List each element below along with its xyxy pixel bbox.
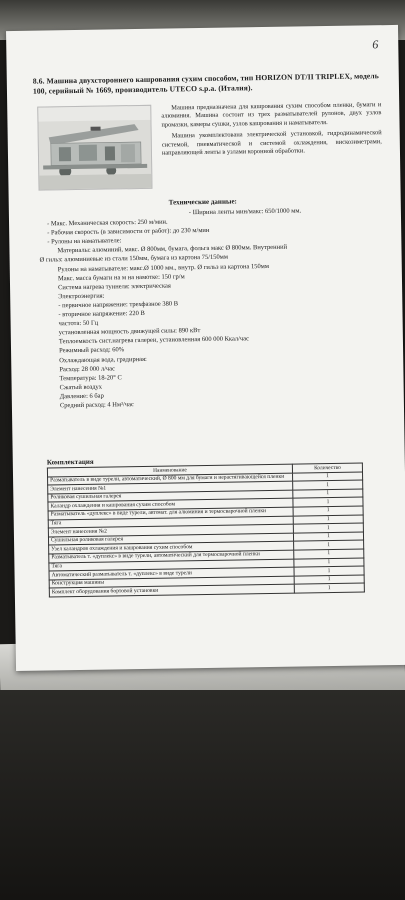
spec-line: Температура: 18-20° С bbox=[59, 373, 122, 382]
item-quantity-cell: 1 bbox=[294, 566, 364, 576]
column-header-name: Наименование bbox=[47, 464, 292, 476]
table-body bbox=[48, 472, 365, 597]
item-quantity-cell: 1 bbox=[294, 583, 364, 593]
machine-image bbox=[38, 106, 151, 190]
spec-line: - Рабочая скорость (в зависимости от работ): до 230 м/мин bbox=[47, 227, 210, 237]
item-name-cell: Автоматический разматыватель т. «дуплекс» в виде турели bbox=[49, 567, 294, 579]
item-name-cell: Элемент нанесения №2 bbox=[48, 524, 293, 536]
item-quantity-cell: 1 bbox=[293, 506, 363, 516]
section-heading: 8.6. Машина двухстороннего кашрования сухим способом, тип HORIZON DT/II TRIPLEX, модель 100, серийный № 1669, производитель UTECO s.p.a. (Италия). bbox=[32, 71, 379, 96]
spec-line: Материалы: алюминий, макс. Ø 800мм, бумага, фольга макс Ø 800мм. Внутренний bbox=[57, 244, 288, 255]
intro-text bbox=[161, 101, 382, 161]
spec-line: Макс. масса бумаги на м на намотке: 150 гр/м bbox=[57, 272, 185, 282]
item-quantity-cell: 1 bbox=[294, 549, 364, 559]
item-name-cell: Комплект оборудования бортовой установки bbox=[49, 584, 294, 596]
spec-line: установленная мощность движущей силы: 890 кВт bbox=[58, 327, 201, 337]
item-name-cell: Роликовая сушильная галерея bbox=[48, 490, 293, 502]
item-quantity-cell: 1 bbox=[293, 489, 363, 499]
spec-line: Средний расход: 4 Нм³/час bbox=[59, 401, 134, 410]
spec-list bbox=[39, 205, 392, 411]
intro-paragraph: Машина укомплектована электрической установкой, гидродинамической системой, пневматической и системой охлаждения, вискозиметрами, направляющей ленты в узлами коронной обработки. bbox=[161, 129, 382, 157]
item-quantity-cell: 1 bbox=[293, 480, 363, 490]
spec-line: Система нагрева туннеля: электрическая bbox=[58, 282, 171, 292]
page-number: 6 bbox=[372, 37, 379, 52]
item-name-cell: Сушильная роликовая галерея bbox=[48, 533, 293, 545]
spec-line: Теплоемкость сист.нагрева галереи, установленная 600 000 Ккал/час bbox=[58, 335, 250, 346]
item-name-cell: Разматыватель в виде турели, автоматический, Ø 800 мм для бумаги и нерастягивающейся пленки bbox=[48, 473, 293, 485]
background-bottom bbox=[0, 690, 405, 900]
spec-line: - первичное напряжение: трехфазное 380 В bbox=[58, 300, 179, 310]
spec-line: Давление: 6 бар bbox=[59, 392, 104, 401]
item-name-cell: Элемент нанесения №1 bbox=[48, 481, 293, 493]
spec-line: частота: 50 Гц bbox=[58, 319, 99, 328]
item-quantity-cell: 1 bbox=[292, 472, 362, 482]
item-quantity-cell: 1 bbox=[294, 540, 364, 550]
column-header-qty: Количество bbox=[292, 463, 362, 473]
item-name-cell: Узел каландров охлаждения и кашрования сухим способом bbox=[49, 541, 294, 553]
item-quantity-cell: 1 bbox=[293, 532, 363, 542]
item-name-cell: Разматыватель т. «дуплекс» в виде турели, автоматический для термосварочной пленки bbox=[49, 550, 294, 562]
spec-line: Ø гильз: алюминиевые из стали 150мм, бумага из картона 75/150мм bbox=[39, 254, 229, 265]
item-name-cell: Тяга bbox=[48, 516, 293, 528]
item-quantity-cell: 1 bbox=[293, 515, 363, 525]
item-quantity-cell: 1 bbox=[294, 558, 364, 568]
spec-line: Расход: 28 000 л/час bbox=[59, 365, 116, 373]
item-name-cell: Тяга bbox=[49, 559, 294, 571]
item-quantity-cell: 1 bbox=[293, 523, 363, 533]
tech-data-heading: Технические данные: bbox=[168, 197, 237, 207]
spec-line: - вторичное напряжение: 220 В bbox=[58, 309, 145, 319]
spec-line: Сжатый воздух bbox=[59, 383, 103, 392]
item-name-cell: Каландр охлаждения и кашрования сухим способом bbox=[48, 499, 293, 511]
spec-line: - Макс. Механическая скорость: 250 м/мин. bbox=[47, 218, 168, 228]
intro-paragraph: Машина предназначена для кашрования сухим способом пленки, бумаги и алюминия. Машина состоит из трех разматывателей рулонов, двух узлов промазки, камеры сушки, узлов кашрования и наматывателя. bbox=[161, 101, 382, 129]
item-quantity-cell: 1 bbox=[294, 575, 364, 585]
spec-line: Рулоны на наматывателе: макс.Ø 1000 мм., внутр. Ø гильз из картона 150мм bbox=[57, 262, 270, 273]
machine-photo bbox=[37, 105, 152, 191]
document-page bbox=[6, 25, 405, 671]
equipment-table bbox=[47, 463, 365, 598]
spec-line: Режимный расход: 60% bbox=[59, 346, 125, 355]
spec-line: Электроэнергия: bbox=[58, 292, 105, 301]
spec-line: - Ширина ленты мин/макс: 650/1000 мм. bbox=[188, 207, 302, 217]
spec-line: - Рулоны на наматывателе: bbox=[47, 237, 122, 246]
item-quantity-cell: 1 bbox=[293, 497, 363, 507]
item-name-cell: Конструкция машины bbox=[49, 576, 294, 588]
table-heading: Комплектация bbox=[46, 457, 94, 467]
item-name-cell: Разматыватель «дуплекс» в виде турели, автомат. для алюминия и термосварочной пленки bbox=[48, 507, 293, 519]
spec-line: Охлаждающая вода, градирная: bbox=[59, 355, 147, 364]
